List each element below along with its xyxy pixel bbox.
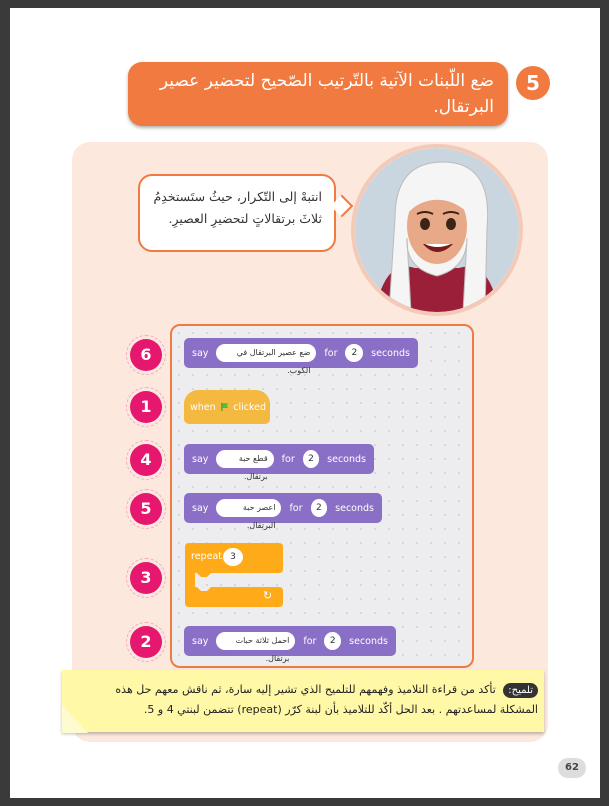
seconds-value[interactable]: 2 <box>324 632 341 650</box>
say-block[interactable] <box>184 444 374 481</box>
bubble-line-2: ثلاثَ برتقالاتٍ لتحضيرِ العصيرِ. <box>168 211 322 226</box>
repeat-keyword: repeat <box>191 551 222 562</box>
repeat-count[interactable]: 3 <box>223 548 243 566</box>
for-keyword: for <box>324 347 338 359</box>
hint-label: تلميح: <box>503 683 538 698</box>
repeat-block[interactable] <box>185 543 283 607</box>
seconds-value[interactable]: 2 <box>303 450 319 468</box>
say-keyword: say <box>192 502 209 514</box>
order-badge: 5 <box>130 493 162 525</box>
clicked-keyword: clicked <box>233 401 266 413</box>
seconds-keyword: seconds <box>327 453 366 465</box>
speech-bubble <box>138 174 336 252</box>
girl-avatar-illustration <box>355 148 519 312</box>
say-block[interactable] <box>184 493 382 530</box>
for-keyword: for <box>281 453 295 465</box>
for-keyword: for <box>303 635 317 647</box>
hint-text-box <box>76 680 538 720</box>
say-keyword: say <box>192 347 209 359</box>
say-text[interactable]: قطع حبة برتقال. <box>216 450 273 468</box>
for-keyword: for <box>289 502 303 514</box>
seconds-value[interactable]: 2 <box>311 499 328 517</box>
when-flag-clicked-block[interactable] <box>184 390 270 424</box>
green-flag-icon <box>220 400 230 414</box>
question-number: 5 <box>516 66 550 100</box>
order-badge: 6 <box>130 339 162 371</box>
say-text[interactable]: احمل ثلاثة حبات برتقال. <box>216 632 295 650</box>
seconds-keyword: seconds <box>371 347 410 359</box>
bubble-line-1: انتبهْ إلى التّكرار، حيثُ ستَستخدِمُ <box>153 189 322 204</box>
when-keyword: when <box>190 401 216 413</box>
order-badge: 1 <box>130 391 162 423</box>
order-badge: 3 <box>130 562 162 594</box>
say-block[interactable] <box>184 338 418 375</box>
hint-text: تأكد من قراءة التلاميذ وفهمهم للتلميح الذي تشير إليه سارة، ثم ناقش معهم حل هذه المشكلة لمساعدتهم . بعد الحل أكّد للتلاميذ بأن لبنة كرّر (repeat) تتضمن لبنتي 4 و 5. <box>115 683 538 716</box>
seconds-value[interactable]: 2 <box>345 344 363 362</box>
say-text[interactable]: اعصر حبة البرتقال. <box>216 499 281 517</box>
say-keyword: say <box>192 453 209 465</box>
say-block[interactable] <box>184 626 396 663</box>
seconds-keyword: seconds <box>335 502 374 514</box>
say-keyword: say <box>192 635 209 647</box>
repeat-arrow-icon: ↻ <box>263 589 273 602</box>
question-title: ضع اللّبنات الآتية بالتّرتيب الصّحيح لتحضير عصير البرتقال. <box>128 62 508 126</box>
say-text[interactable]: ضع عصير البرتقال في الكوب. <box>216 344 316 362</box>
seconds-keyword: seconds <box>349 635 388 647</box>
page-number: 62 <box>558 758 586 778</box>
girl-illustration <box>355 148 519 312</box>
order-badge: 4 <box>130 444 162 476</box>
order-badge: 2 <box>130 626 162 658</box>
